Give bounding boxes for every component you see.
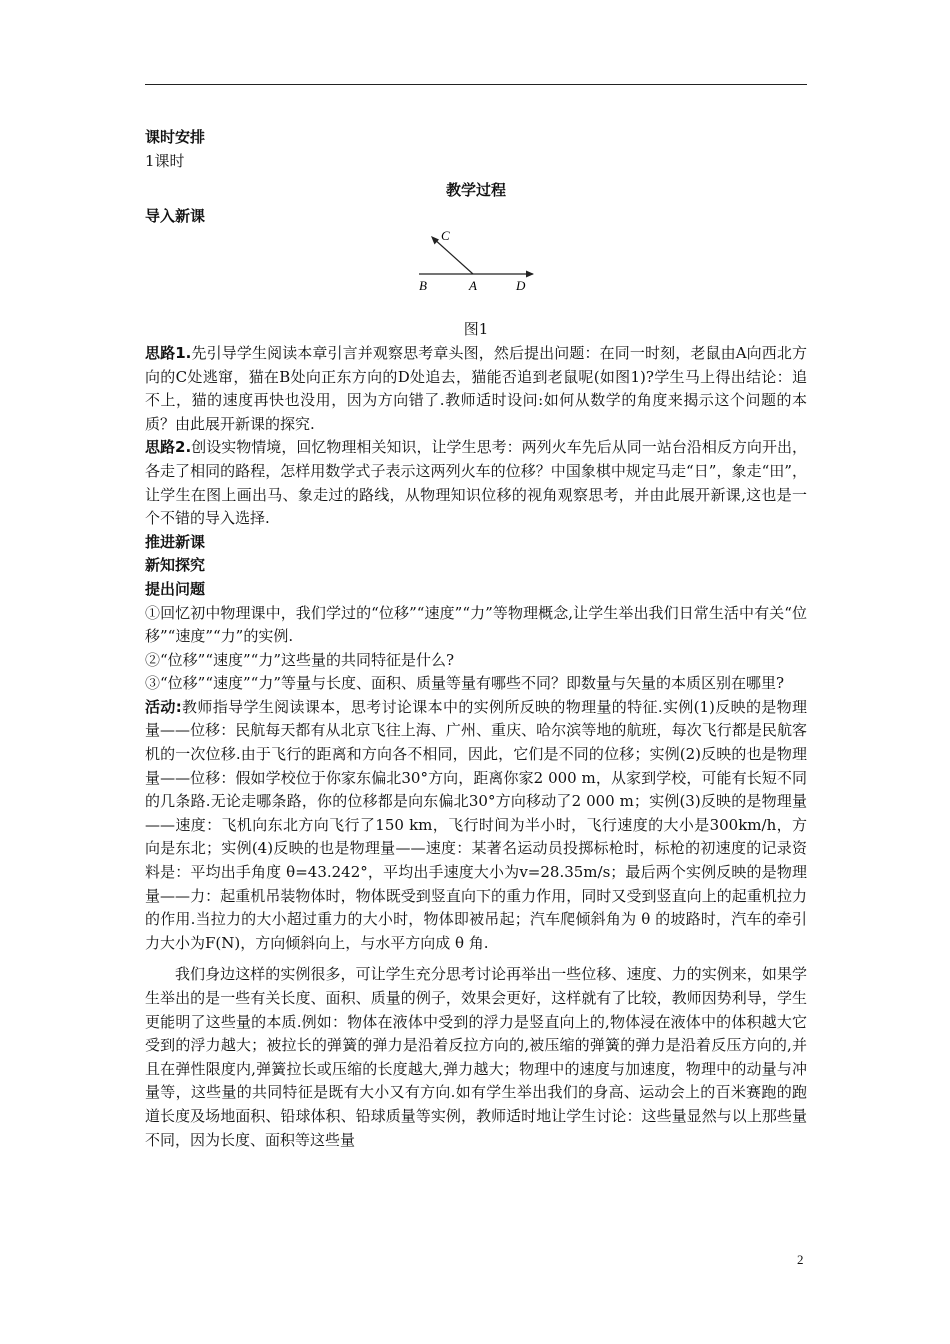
question-title: 提出问题 [145,579,206,598]
intro-title: 导入新课 [145,206,206,225]
label-a: A [469,278,477,293]
idea-2-label: 思路2. [145,438,192,457]
question-1: ①回忆初中物理课中，我们学过的“位移”“速度”“力”等物理概念,让学生举出我们日常生活中有关“位移”“速度”“力”的实例. [145,603,807,646]
idea-1-label: 思路1. [145,343,192,362]
figure-caption: 图1 [463,320,489,339]
label-c: C [441,230,450,244]
page-number: 2 [797,1252,804,1267]
idea-1-text: 先引导学生阅读本章引言并观察思考章头图，然后提出问题：在同一时刻，老鼠由A向西北方向的C处逃窜，猫在B处向正东方向的D处追去，猫能否追到老鼠呢(如图1)?学生马上得出结论：追不上，猫的速度再快也没用，因为方向错了.教师适时设问:如何从数学的角度来揭示这个问题的本质？由此展开新课的探究. [145,343,807,433]
line-ac [433,238,473,274]
label-d: D [516,278,526,293]
header-rule [145,84,807,85]
question-2: ②“位移”“速度”“力”这些量的共同特征是什么? [145,650,455,669]
figure-1 [145,228,807,316]
section-title-schedule: 课时安排 [145,128,206,146]
advance-title: 推进新课 [145,532,206,551]
direction-diagram [413,230,553,292]
discussion-paragraph: 我们身边这样的实例很多，可让学生充分思考讨论再举出一些位移、速度、力的实例来，如果学生举出的是一些有关长度、面积、质量的例子，效果会更好，这样就有了比较，教师因势利导，学生更能明了这些量的本质.例如：物体在液体中受到的浮力是竖直向上的,物体浸在液体中的体积越大它受到的浮力越大；被拉长的弹簧的弹力是沿着反拉方向的,被压缩的弹簧的弹力是沿着反压方向的,并且在弹性限度内,弹簧拉长或压缩的长度越大,弹力越大；物理中的速度与加速度，物理中的动量与冲量等，这些量的共同特征是既有大小又有方向.如有学生举出我们的身高、运动会上的百米赛跑的跑道长度及场地面积、铅球体积、铅球质量等实例，教师适时地让学生讨论：这些量显然与以上那些量不同，因为长度、面积等这些量 [145,965,807,1149]
idea-2 [145,436,807,530]
schedule-text: 1课时 [145,151,185,170]
arrow-c-icon [431,236,439,245]
main-title: 教学过程 [445,181,506,200]
activity-text: 教师指导学生阅读课本，思考讨论课本中的实例所反映的物理量的特征.实例(1)反映的是物理量——位移：民航每天都有从北京飞往上海、广州、重庆、哈尔滨等地的航班，每次飞行都是民航客机的一次位移.由于飞行的距离和方向各不相同，因此，它们是不同的位移；实例(2)反映的也是物理量——位移：假如学校位于你家东偏北30°方向，距离你家2 000 m，从家到学校，可能有长短不同的几条路.无论走哪条路，你的位移都是向东偏北30°方向移动了2 000 m；实例(3)反映的是物理量——速度：飞机向东北方向飞行了150 km，飞行时间为半小时，飞行速度的大小是300km/h，方向是东北；实例(4)反映的也是物理量——速度：某著名运动员投掷标枪时，标枪的初速度的记录资料是：平均出手角度 θ=43.242°，平均出手速度大小为v=28.35m/s；最后两个实例反映的是物理量——力：起重机吊装物体时，物体既受到竖直向下的重力作用，同时又受到竖直向上的起重机拉力的作用.当拉力的大小超过重力的大小时，物体即被吊起；汽车爬倾斜角为 θ 的坡路时，汽车的牵引力大小为F(N)，方向倾斜向上，与水平方向成 θ 角. [145,697,807,952]
arrow-d-icon [526,271,534,278]
activity-label: 活动: [145,697,182,716]
label-b: B [419,278,427,293]
question-3: ③“位移”“速度”“力”等量与长度、面积、质量等量有哪些不同？即数量与矢量的本质区别在哪里? [145,674,785,693]
activity [145,696,807,956]
idea-2-text: 创设实物情境，回忆物理相关知识，让学生思考：两列火车先后从同一站台沿相反方向开出，各走了相同的路程，怎样用数学式子表示这两列火车的位移？中国象棋中规定马走“日”，象走“田”，让学生在图上画出马、象走过的路线，从物理知识位移的视角观察思考，并由此展开新课,这也是一个不错的导入选择. [145,438,807,528]
explore-title: 新知探究 [145,556,206,575]
document-body [145,126,807,1152]
idea-1 [145,342,807,436]
